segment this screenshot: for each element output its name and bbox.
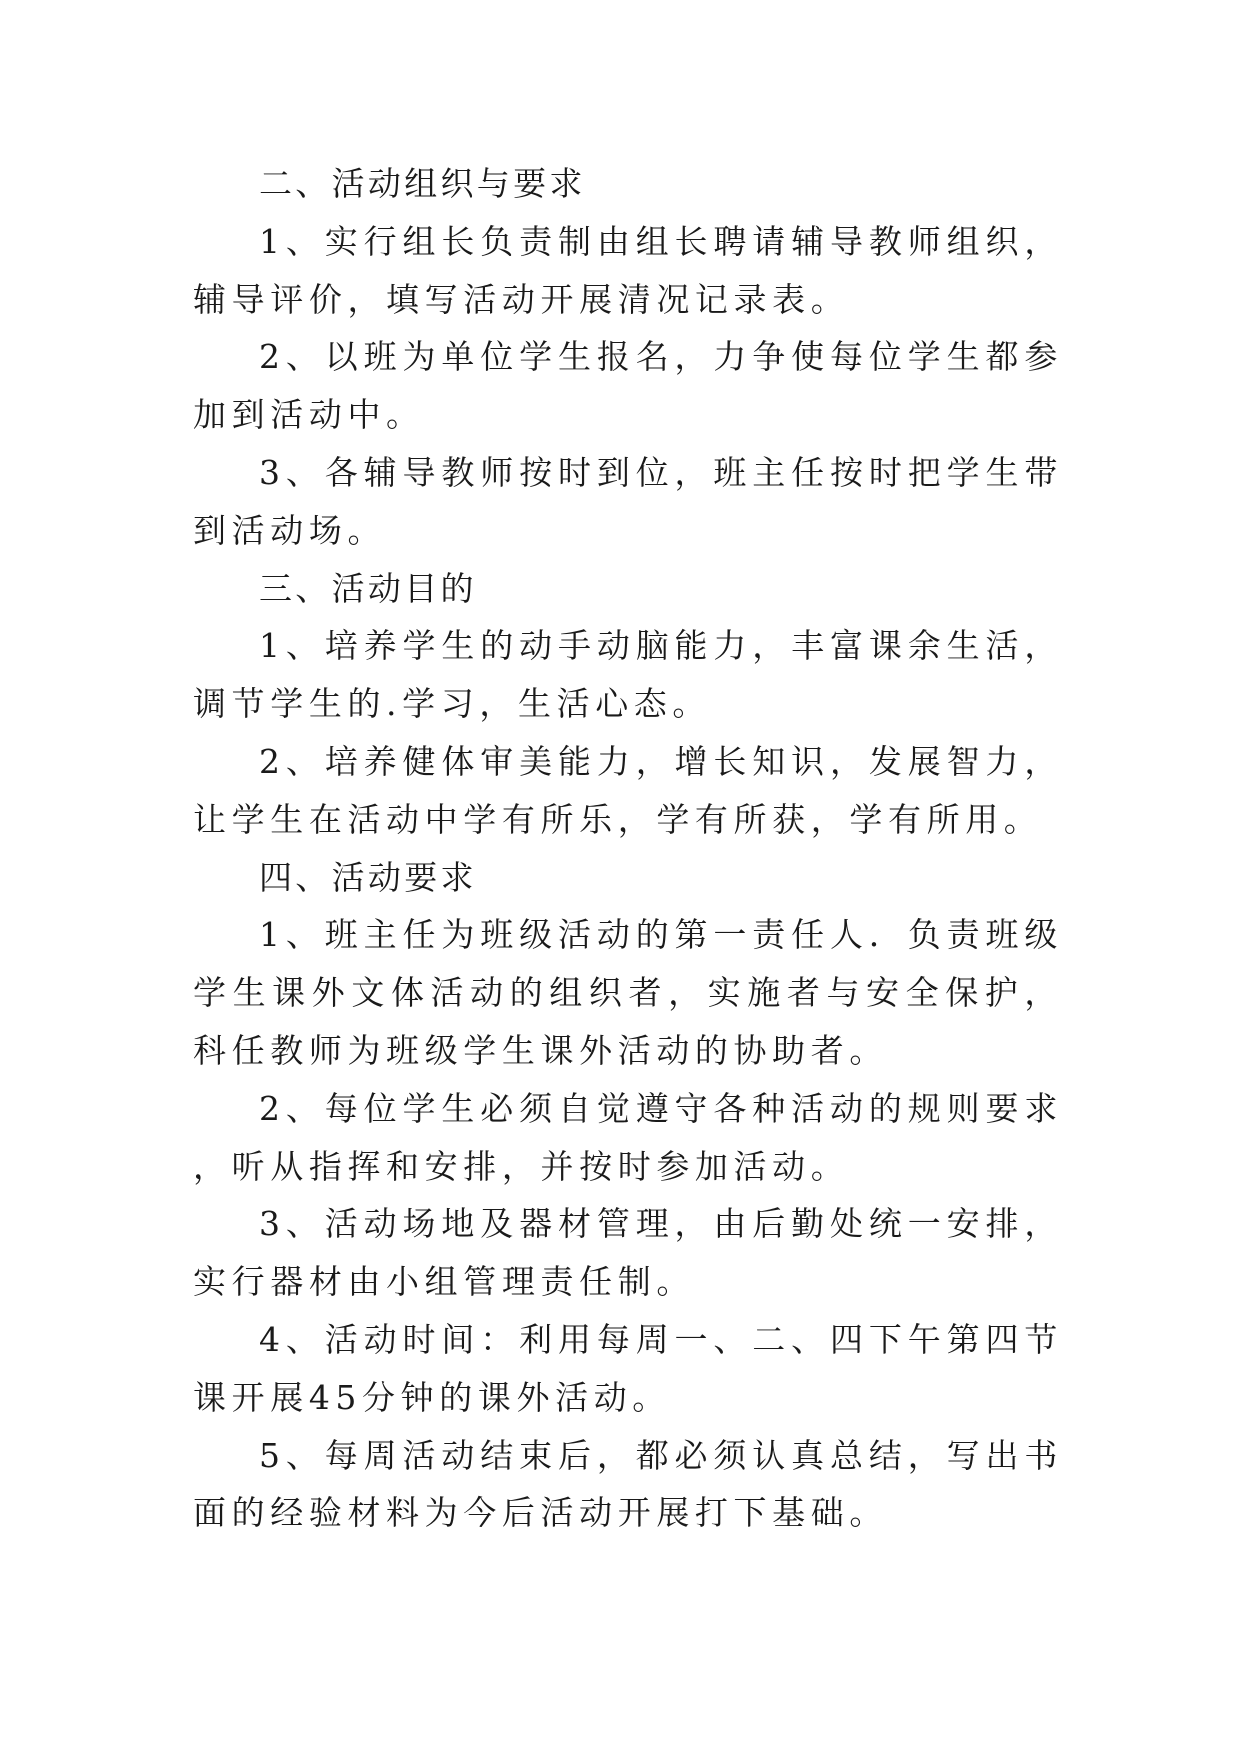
paragraph: 2、以班为单位学生报名，力争使每位学生都参加到活动中。 [193, 337, 1063, 435]
paragraph: 3、各辅导教师按时到位，班主任按时把学生带到活动场。 [193, 452, 1063, 550]
section-heading-organization: 二、活动组织与要求 [259, 164, 586, 203]
paragraph: 2、每位学生必须自觉遵守各种活动的规则要求，听从指挥和安排，并按时参加活动。 [193, 1088, 1063, 1186]
paragraph: 3、活动场地及器材管理，由后勤处统一安排，实行器材由小组管理责任制。 [193, 1204, 1063, 1302]
paragraph: 4、活动时间：利用每周一、二、四下午第四节课开展45分钟的课外活动。 [193, 1319, 1063, 1417]
paragraph: 1、班主任为班级活动的第一责任人．负责班级学生课外文体活动的组织者，实施者与安全保护，科任教师为班级学生课外活动的协助者。 [193, 915, 1063, 1070]
paragraph: 1、培养学生的动手动脑能力，丰富课余生活，调节学生的.学习，生活心态。 [193, 626, 1063, 724]
section-heading-purpose: 三、活动目的 [259, 568, 477, 608]
paragraph: 2、培养健体审美能力，增长知识，发展智力，让学生在活动中学有所乐，学有所获，学有所用。 [193, 741, 1063, 839]
section-heading-requirements: 四、活动要求 [259, 857, 477, 897]
document-body [193, 155, 1063, 1542]
paragraph: 5、每周活动结束后，都必须认真总结，写出书面的经验材料为今后活动开展打下基础。 [193, 1435, 1063, 1533]
paragraph: 1、实行组长负责制由组长聘请辅导教师组织，辅导评价，填写活动开展清况记录表。 [193, 221, 1063, 319]
